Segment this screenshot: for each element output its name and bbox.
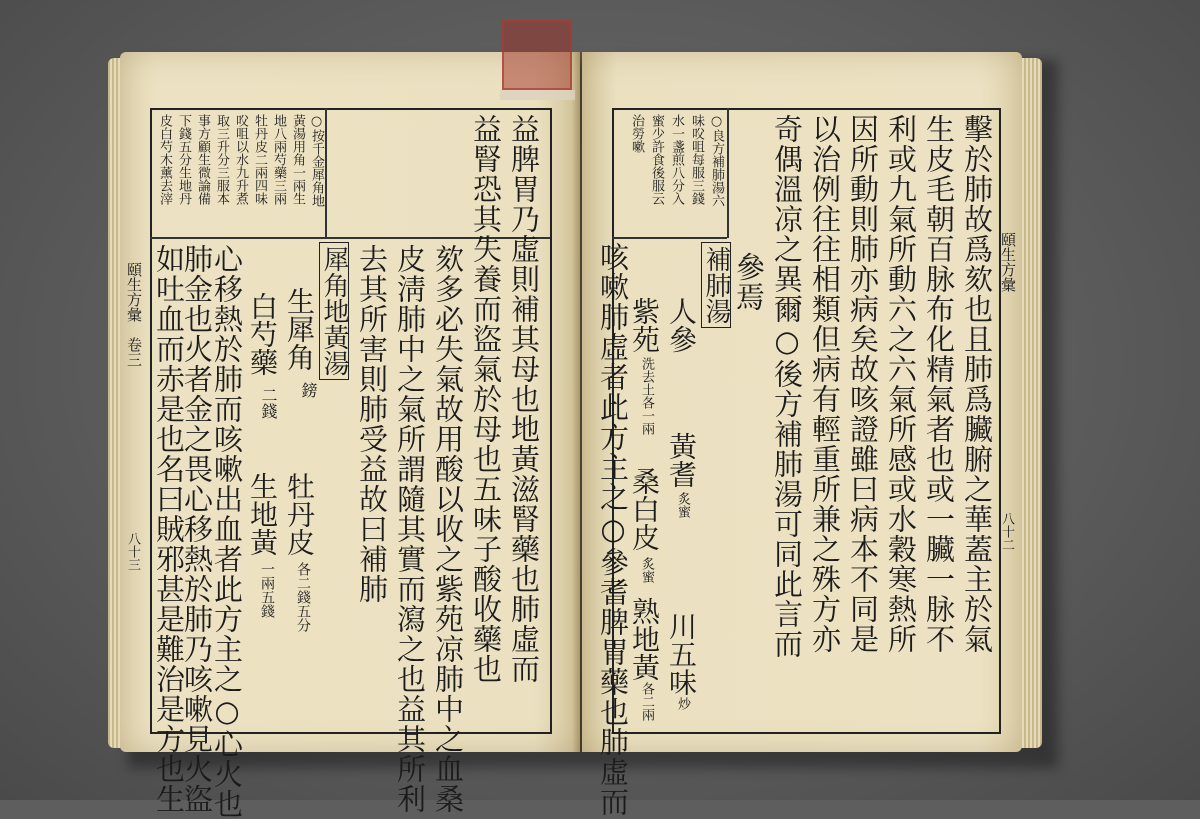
ingredient-note: 炙蜜 — [675, 492, 690, 518]
right-note-col: 蜜少許食後服云 — [649, 114, 664, 205]
left-note-col: 事方顧生微論備 — [195, 114, 210, 205]
ingredient-note: 鎊 — [299, 382, 318, 398]
left-main-column: 肺金也火者金之畏心移熱於肺乃咳嗽見火盜 — [180, 244, 214, 814]
left-note-col: 取三升分三服本 — [214, 114, 229, 205]
ingredient-note: 炒 — [675, 697, 690, 710]
right-note-divider — [612, 237, 727, 239]
ingredient-name: 白芍藥 — [246, 292, 279, 376]
ingredient-name: 人參 — [665, 297, 698, 353]
right-main-column: 擊於肺故爲欬也且肺爲臟腑之華蓋主於氣 — [960, 114, 994, 654]
right-note-col: 水一盞煎八分入 — [669, 114, 684, 205]
open-book — [120, 52, 1055, 819]
ingredient-note: 一兩五錢 — [259, 562, 275, 618]
right-page — [582, 52, 1022, 817]
left-note-col: 㕮咀以水九升煮 — [233, 114, 248, 205]
ingredient-name: 熟地黃 — [628, 597, 661, 681]
ingredient-name: 生犀角 — [283, 287, 316, 371]
right-note-box-edge — [727, 108, 729, 238]
formula-title-bufei: 補肺湯 — [701, 242, 731, 328]
left-note-col: 牡丹皮二兩四味 — [252, 114, 267, 205]
left-main-column: 益脾胃乃虛則補其母也地黃滋腎藥也肺虛而 — [507, 114, 541, 684]
left-main-column: 皮淸肺中之氣所謂隨其實而瀉之也益其所利 — [393, 244, 427, 814]
library-seal — [502, 20, 572, 90]
ingredient-name: 紫苑 — [628, 297, 661, 353]
ingredient-note: 洗去土各一兩 — [639, 357, 654, 435]
ingredient-name: 生地黃 — [246, 472, 279, 556]
left-main-column: 心移熱於肺而咳嗽出血者此方主之○心火也 — [210, 244, 244, 819]
right-main-column: 以治例往往相類但病有輕重所兼之殊方亦 — [808, 114, 842, 654]
ingredient-name: 牡丹皮 — [283, 472, 316, 556]
right-main-column: 生皮毛朝百脉布化精氣者也或一臟一脉不 — [922, 114, 956, 654]
left-note-col: 地八兩芍藥三兩 — [271, 114, 286, 205]
left-note-box-edge — [325, 108, 327, 238]
left-note-col: 下錢五分生地丹 — [176, 114, 191, 205]
right-note-col: 味㕮咀每服三錢 — [689, 114, 704, 205]
ingredient-note: 各二錢五分 — [295, 562, 311, 632]
ingredient-name: 川五味 — [665, 612, 698, 696]
formula-title-xijiao: 犀角地黃湯 — [319, 242, 349, 380]
ingredient-note: 各二兩 — [639, 682, 654, 721]
right-main-column: 奇偶溫凉之異爾○後方補肺湯可同此言而 — [770, 114, 804, 659]
ingredient-note: 炙蜜 — [639, 557, 654, 583]
right-page-number: 八十二 — [999, 512, 1014, 551]
left-note-col: 黃湯用角一兩生 — [290, 114, 305, 205]
seal-label-strip — [500, 90, 575, 100]
right-main-column: 咳嗽肺虛者此方主之○參耆脾胃藥也肺虛而 — [596, 242, 630, 817]
right-note-col: 治勞嗽 — [629, 114, 644, 153]
right-main-column: 因所動則肺亦病矣故咳證雖曰病本不同是 — [846, 114, 880, 654]
left-page — [120, 52, 580, 819]
right-main-column: 參焉 — [732, 252, 766, 312]
left-main-column: 去其所害則肺受益故曰補肺 — [355, 244, 389, 604]
left-note-col: 皮白芍木薰去滓 — [157, 114, 172, 205]
left-main-column: 欬多必失氣故用酸以收之紫苑凉肺中之血桑 — [431, 244, 465, 814]
ingredient-note: 二錢 — [259, 387, 278, 419]
ingredient-name: 桑白皮 — [628, 467, 661, 551]
left-note-col: ○按千金犀角地 — [309, 114, 324, 207]
right-header-tab: 頤生方彙 — [999, 232, 1017, 292]
right-note-col: ○良方補肺湯六 — [709, 114, 724, 207]
left-header-tab: 頤生方彙 卷三 — [125, 262, 143, 367]
left-main-column: 如吐血而赤是也名曰賊邪甚是難治是方也生 — [152, 244, 186, 814]
ingredient-name: 黃耆 — [665, 432, 698, 488]
left-page-number: 八十三 — [125, 532, 140, 571]
right-main-column: 利或九氣所動六之六氣所感或水穀寒熱所 — [884, 114, 918, 654]
left-main-column: 益腎恐其失養而盜氣於母也五味子酸收藥也 — [469, 114, 503, 684]
